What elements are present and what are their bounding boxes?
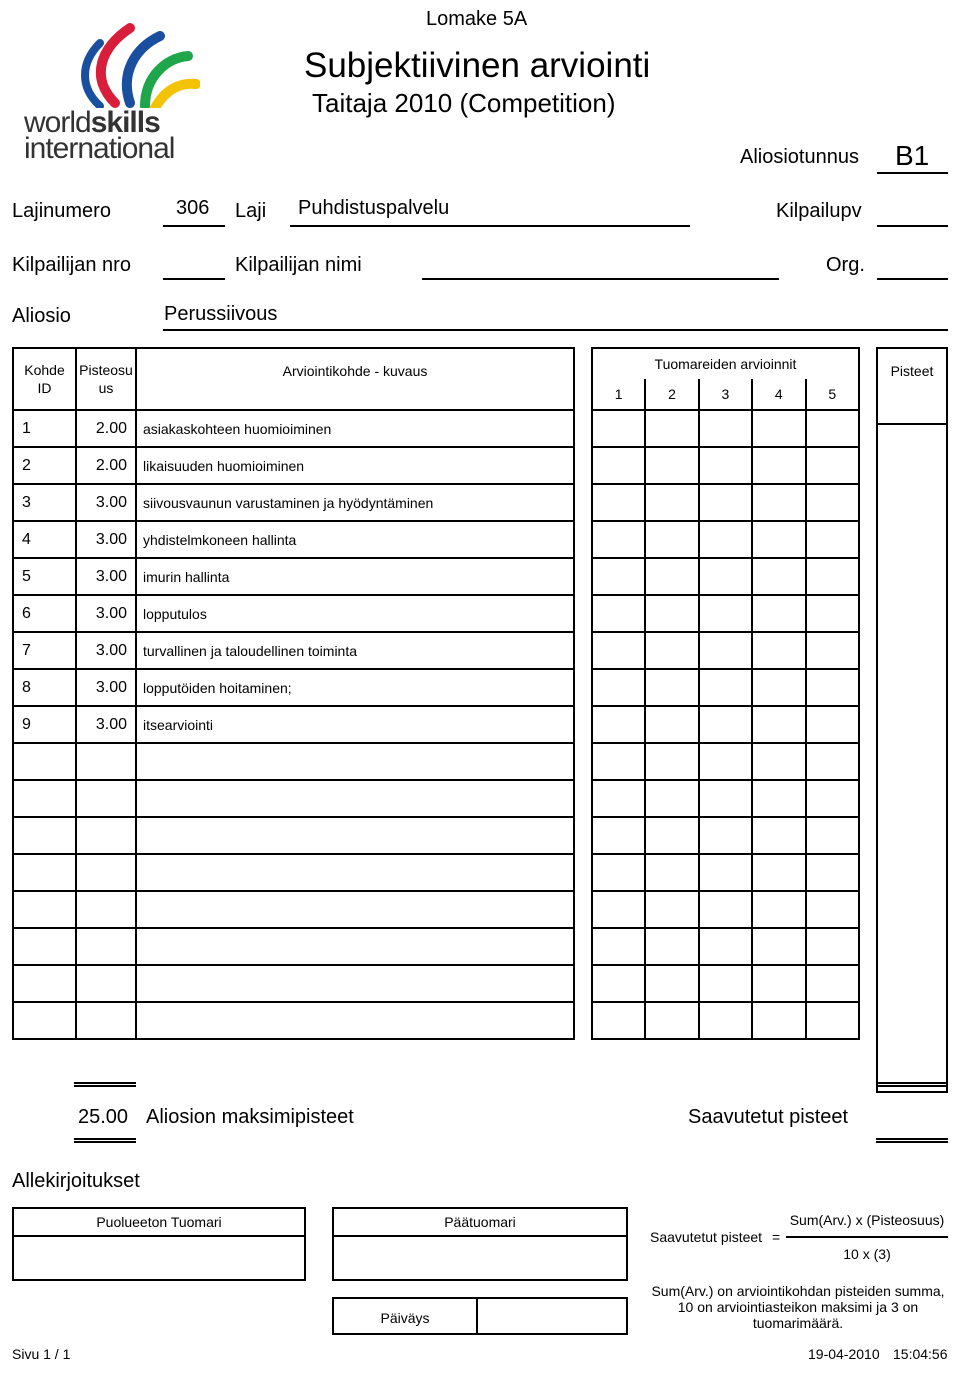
judge-score-cell[interactable] [752,447,805,484]
judge-score-cell[interactable] [806,410,860,447]
kilpailupv-line [877,225,948,227]
header-judge-3: 3 [699,379,752,410]
row-id [13,1002,76,1039]
judge-score-cell[interactable] [645,743,698,780]
judge-score-cell[interactable] [592,854,645,891]
judge-score-cell[interactable] [752,965,805,1002]
judge-score-cell[interactable] [806,595,860,632]
org-label: Org. [826,254,865,276]
points-column[interactable] [877,424,947,1092]
judge-score-cell[interactable] [806,891,860,928]
row-description [136,891,574,928]
table-row [13,965,574,1002]
judge-score-cell[interactable] [699,595,752,632]
row-weight: 2.00 [76,410,136,447]
judge-score-cell[interactable] [699,891,752,928]
org-line [877,278,948,280]
judge-row [592,669,859,706]
header-tuomarit: Tuomareiden arvioinnit [592,348,859,379]
table-row [13,521,574,558]
judge-score-cell[interactable] [645,928,698,965]
signatures-heading: Allekirjoitukset [12,1170,140,1192]
judge-score-cell[interactable] [752,743,805,780]
aliosio-value: Perussiivous [164,303,278,325]
row-description [136,928,574,965]
judge-score-cell[interactable] [592,558,645,595]
formula-lhs: Saavutetut pisteet [650,1229,763,1245]
row-id: 3 [13,484,76,521]
achieved-double-line-bottom [876,1138,948,1143]
judge-score-cell[interactable] [645,1002,698,1039]
judge-score-cell[interactable] [645,965,698,1002]
table-row [13,928,574,965]
logo-text-world: world [24,106,91,139]
header-judge-4: 4 [752,379,805,410]
row-description: imurin hallinta [136,558,574,595]
judges-table [591,347,860,1040]
kilpailijan-nimi-line [422,278,779,280]
achieved-double-line-top [876,1082,948,1087]
row-id: 4 [13,521,76,558]
judge-score-cell[interactable] [806,632,860,669]
aliosiotunnus-line [877,172,948,174]
judge-score-cell[interactable] [806,854,860,891]
judge-score-cell[interactable] [699,1002,752,1039]
row-description: turvallinen ja taloudellinen toiminta [136,632,574,669]
head-judge-label: Päätuomari [334,1209,626,1237]
judge-row [592,854,859,891]
judge-score-cell[interactable] [806,780,860,817]
judge-score-cell[interactable] [645,484,698,521]
row-id: 1 [13,410,76,447]
judge-row [592,817,859,854]
judge-score-cell[interactable] [699,410,752,447]
row-id: 8 [13,669,76,706]
judge-score-cell[interactable] [699,965,752,1002]
judge-score-cell[interactable] [699,780,752,817]
judge-score-cell[interactable] [752,1002,805,1039]
judge-score-cell[interactable] [752,928,805,965]
worldskills-emblem-icon [20,18,200,108]
judge-score-cell[interactable] [806,558,860,595]
table-row [13,743,574,780]
formula-denominator: 10 x (3) [843,1246,891,1262]
lajinumero-label: Lajinumero [12,200,111,222]
judge-score-cell[interactable] [645,595,698,632]
row-weight: 3.00 [76,706,136,743]
laji-label: Laji [235,200,267,222]
judge-row [592,1002,859,1039]
row-id [13,743,76,780]
header-judge-5: 5 [806,379,860,410]
footer-time: 15:04:56 [893,1346,948,1362]
judge-row [592,706,859,743]
page-title: Subjektiivinen arviointi [304,46,651,85]
judge-row [592,521,859,558]
judge-score-cell[interactable] [752,854,805,891]
judge-score-cell[interactable] [592,1002,645,1039]
table-row [13,558,574,595]
judge-row [592,558,859,595]
row-description [136,780,574,817]
achieved-points-label: Saavutetut pisteet [688,1106,849,1128]
judge-score-cell[interactable] [592,817,645,854]
judge-row [592,891,859,928]
logo-text-international: international [24,132,175,165]
judge-score-cell[interactable] [699,632,752,669]
judge-row [592,410,859,447]
table-row [13,706,574,743]
judge-score-cell[interactable] [752,891,805,928]
row-description [136,743,574,780]
row-id: 2 [13,447,76,484]
worldskills-logo [20,18,200,168]
table-row [13,669,574,706]
kilpailupv-label: Kilpailupv [776,200,862,222]
table-row [13,410,574,447]
judge-score-cell[interactable] [752,410,805,447]
row-id [13,965,76,1002]
footer-date: 19-04-2010 [808,1346,880,1362]
row-id: 9 [13,706,76,743]
judge-score-cell[interactable] [752,484,805,521]
judge-score-cell[interactable] [699,706,752,743]
judge-score-cell[interactable] [699,928,752,965]
row-description: lopputöiden hoitaminen; [136,669,574,706]
judge-score-cell[interactable] [806,1002,860,1039]
row-id: 5 [13,558,76,595]
neutral-judge-signature-box[interactable] [12,1207,306,1281]
judge-score-cell[interactable] [592,891,645,928]
header-judge-1: 1 [592,379,645,410]
judge-score-cell[interactable] [592,595,645,632]
max-points-value: 25.00 [78,1106,129,1128]
kilpailijan-nro-line [163,278,225,280]
judge-score-cell[interactable] [806,521,860,558]
row-description: itsearviointi [136,706,574,743]
aliosio-label: Aliosio [12,305,71,327]
judge-row [592,965,859,1002]
table-row [13,780,574,817]
description-table [12,347,575,1040]
judge-score-cell[interactable] [645,632,698,669]
judge-score-cell[interactable] [699,854,752,891]
neutral-judge-label: Puolueeton Tuomari [14,1209,304,1237]
lajinumero-line [163,225,225,227]
kilpailijan-nimi-label: Kilpailijan nimi [235,254,362,276]
row-description: siivousvaunun varustaminen ja hyödyntäminen [136,484,574,521]
row-id: 7 [13,632,76,669]
judge-score-cell[interactable] [645,410,698,447]
row-description [136,817,574,854]
row-description: likaisuuden huomioiminen [136,447,574,484]
judge-score-cell[interactable] [752,817,805,854]
judge-score-cell[interactable] [592,521,645,558]
row-description: asiakaskohteen huomioiminen [136,410,574,447]
row-description: yhdistelmkoneen hallinta [136,521,574,558]
row-weight: 3.00 [76,669,136,706]
row-description [136,854,574,891]
judge-row [592,447,859,484]
table-row [13,484,574,521]
formula-numerator: Sum(Arv.) x (Pisteosuus) [789,1212,945,1228]
header-pisteet: Pisteet [877,348,947,424]
judge-row [592,928,859,965]
judge-score-cell[interactable] [699,817,752,854]
header-judge-2: 2 [645,379,698,410]
judge-score-cell[interactable] [806,965,860,1002]
page-number: Sivu 1 / 1 [12,1346,71,1362]
judge-score-cell[interactable] [645,706,698,743]
kilpailijan-nro-label: Kilpailijan nro [12,254,131,276]
judge-score-cell[interactable] [645,669,698,706]
row-description [136,1002,574,1039]
judge-row [592,484,859,521]
judge-row [592,743,859,780]
row-weight [76,928,136,965]
logo-text-skills: skills [90,106,160,139]
row-description: lopputulos [136,595,574,632]
row-weight [76,817,136,854]
judge-score-cell[interactable] [699,743,752,780]
table-row [13,891,574,928]
judge-score-cell[interactable] [699,447,752,484]
judge-score-cell[interactable] [806,743,860,780]
max-double-line-bottom [74,1138,136,1143]
judge-score-cell[interactable] [592,965,645,1002]
row-weight: 3.00 [76,595,136,632]
lajinumero-value: 306 [176,197,210,219]
row-weight: 2.00 [76,447,136,484]
row-id [13,891,76,928]
judge-score-cell[interactable] [752,632,805,669]
judge-score-cell[interactable] [699,558,752,595]
judge-score-cell[interactable] [699,521,752,558]
formula-equals: = [772,1229,781,1245]
row-weight: 3.00 [76,484,136,521]
row-id [13,928,76,965]
formula-note: Sum(Arv.) on arviointikohdan pisteiden summa, 10 on arviointiasteikon maksimi ja 3 on tuomarimäärä. [651,1283,945,1331]
judge-score-cell[interactable] [699,484,752,521]
row-weight [76,780,136,817]
row-weight [76,854,136,891]
row-description [136,965,574,1002]
judge-score-cell[interactable] [806,484,860,521]
row-id: 6 [13,595,76,632]
judge-score-cell[interactable] [592,928,645,965]
max-points-label: Aliosion maksimipisteet [146,1106,354,1128]
judge-score-cell[interactable] [645,817,698,854]
judge-score-cell[interactable] [752,780,805,817]
aliosiotunnus-label: Aliosiotunnus [740,146,859,168]
judge-score-cell[interactable] [752,595,805,632]
judge-score-cell[interactable] [645,780,698,817]
formula-fraction-line [786,1236,948,1238]
max-double-line-top [74,1082,136,1087]
table-row [13,595,574,632]
judge-score-cell[interactable] [806,928,860,965]
row-weight [76,891,136,928]
row-id [13,780,76,817]
judge-score-cell[interactable] [592,669,645,706]
date-label: Päiväys [334,1299,478,1333]
judge-score-cell[interactable] [806,669,860,706]
header-pisteosuus: Pisteosuus [76,348,136,410]
table-row [13,447,574,484]
table-row [13,1002,574,1039]
judge-score-cell[interactable] [592,706,645,743]
table-row [13,632,574,669]
header-kuvaus: Arviointikohde - kuvaus [136,348,574,410]
judge-score-cell[interactable] [645,558,698,595]
judge-score-cell[interactable] [592,632,645,669]
judge-score-cell[interactable] [645,854,698,891]
judge-score-cell[interactable] [752,521,805,558]
row-weight [76,965,136,1002]
table-row [13,817,574,854]
judge-score-cell[interactable] [645,891,698,928]
judge-row [592,780,859,817]
row-weight: 3.00 [76,632,136,669]
row-weight: 3.00 [76,521,136,558]
judge-score-cell[interactable] [806,706,860,743]
judge-score-cell[interactable] [592,447,645,484]
aliosio-line [163,329,948,331]
judge-score-cell[interactable] [592,410,645,447]
judge-score-cell[interactable] [752,558,805,595]
date-box[interactable] [332,1297,628,1335]
row-weight [76,743,136,780]
head-judge-signature-box[interactable] [332,1207,628,1281]
judge-score-cell[interactable] [645,521,698,558]
judge-score-cell[interactable] [592,743,645,780]
judge-score-cell[interactable] [806,447,860,484]
laji-line [290,225,690,227]
row-weight [76,1002,136,1039]
row-id [13,854,76,891]
judge-row [592,632,859,669]
points-table [876,347,948,1093]
row-id [13,817,76,854]
page-subtitle: Taitaja 2010 (Competition) [312,88,616,118]
aliosiotunnus-value: B1 [895,140,930,171]
judge-score-cell[interactable] [752,706,805,743]
judge-score-cell[interactable] [645,447,698,484]
laji-value: Puhdistuspalvelu [298,197,450,219]
judge-score-cell[interactable] [806,817,860,854]
row-weight: 3.00 [76,558,136,595]
header-kohde-id: Kohde ID [13,348,76,410]
judge-score-cell[interactable] [592,484,645,521]
table-row [13,854,574,891]
judge-row [592,595,859,632]
judge-score-cell[interactable] [699,669,752,706]
form-label: Lomake 5A [426,8,528,30]
judge-score-cell[interactable] [592,780,645,817]
judge-score-cell[interactable] [752,669,805,706]
